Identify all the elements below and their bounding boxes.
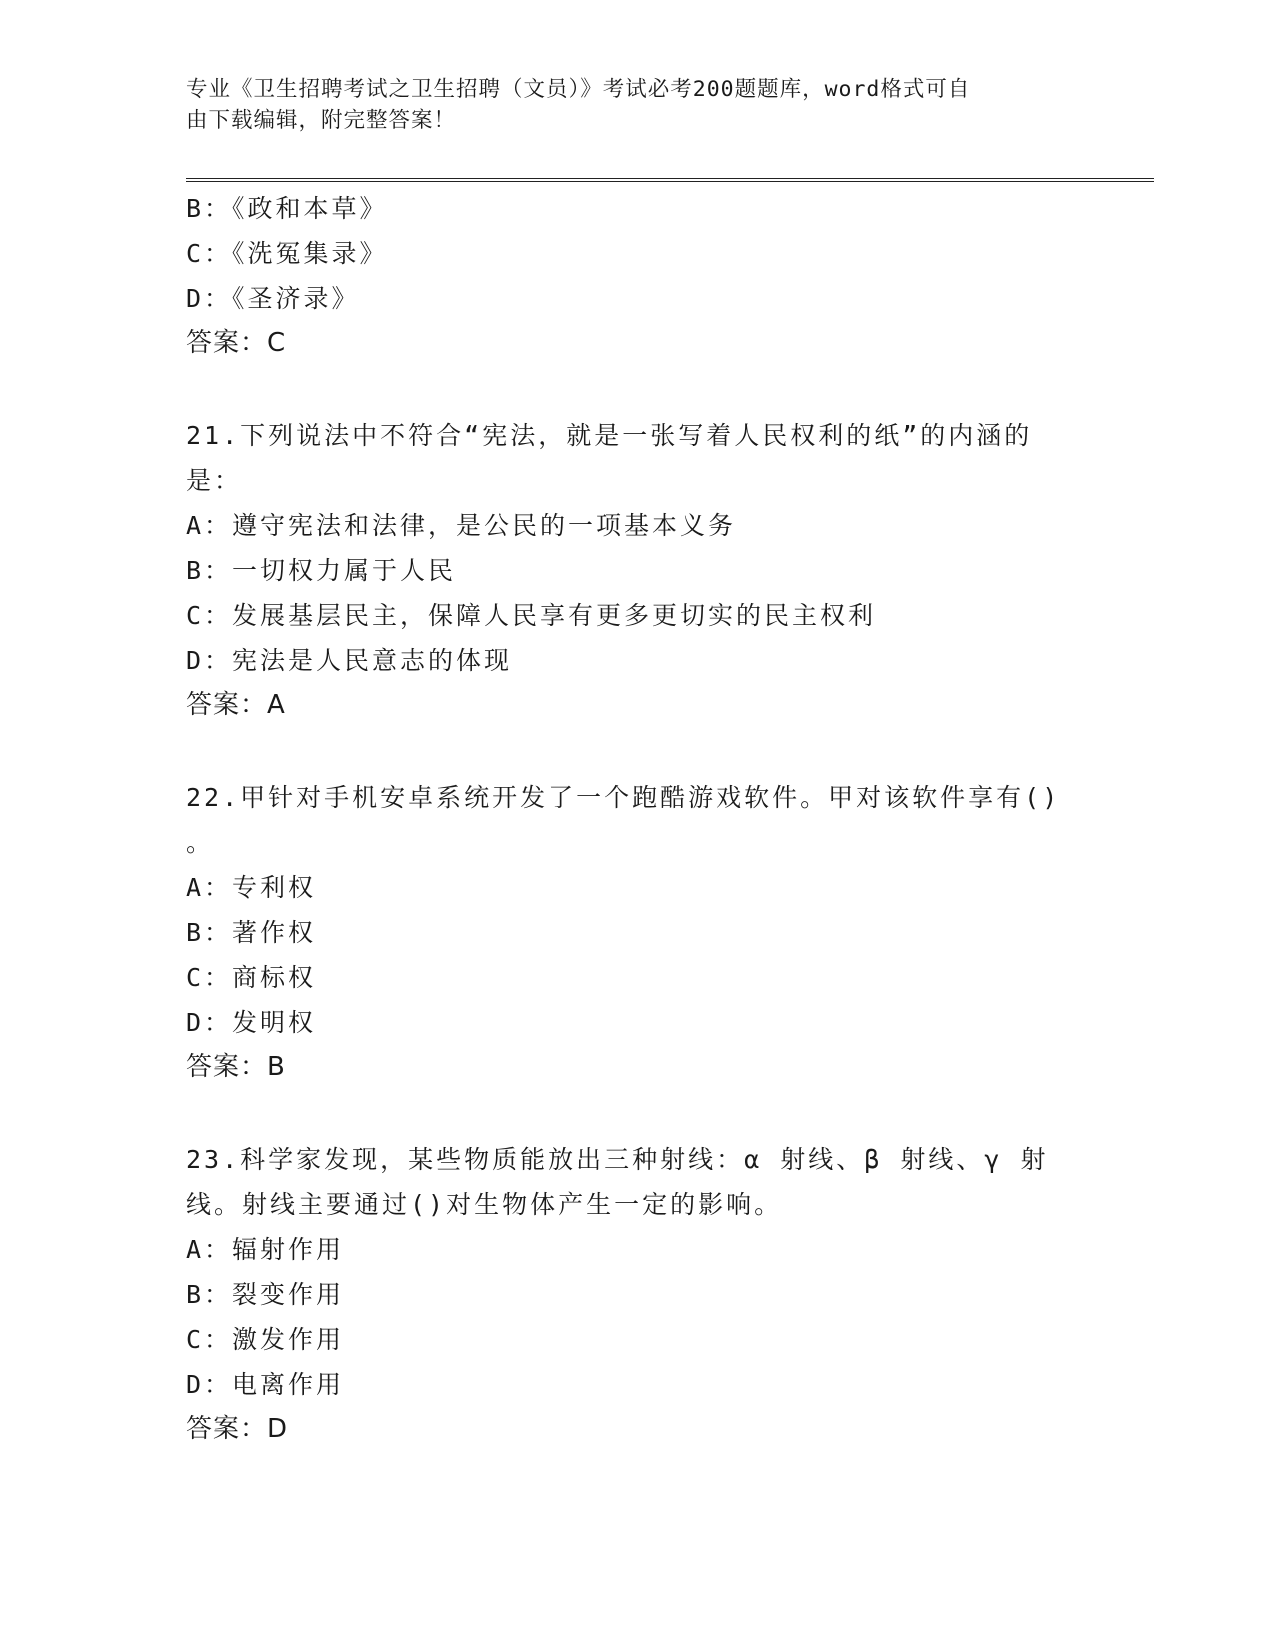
option-c: C：《洗冤集录》 <box>186 239 388 268</box>
question-20-continuation <box>186 186 1086 366</box>
question-stem <box>186 1137 1086 1227</box>
header-divider <box>186 178 1154 182</box>
question-22 <box>186 775 1086 1090</box>
option-b: B：一切权力属于人民 <box>186 556 457 585</box>
option-a: A：辐射作用 <box>186 1235 345 1264</box>
stem-line: 线。射线主要通过()对生物体产生一定的影响。 <box>186 1190 783 1219</box>
option-d: D：宪法是人民意志的体现 <box>186 646 513 675</box>
option-d: D：电离作用 <box>186 1370 345 1399</box>
answer-line: 答案：B <box>186 1052 286 1082</box>
answer-line: 答案：A <box>186 690 286 720</box>
question-23 <box>186 1137 1086 1452</box>
question-stem <box>186 413 1086 503</box>
option-c: C：商标权 <box>186 963 317 992</box>
option-b: B：《政和本草》 <box>186 194 388 223</box>
spacer <box>186 1090 1086 1137</box>
spacer <box>186 728 1086 775</box>
option-d: D：发明权 <box>186 1008 317 1037</box>
option-d: D：《圣济录》 <box>186 284 360 313</box>
spacer <box>186 366 1086 413</box>
option-c: C：发展基层民主，保障人民享有更多更切实的民主权利 <box>186 601 877 630</box>
stem-line: 21.下列说法中不符合“宪法，就是一张写着人民权利的纸”的内涵的 <box>186 421 1033 450</box>
question-stem <box>186 775 1086 865</box>
answer-line: 答案：C <box>186 328 287 358</box>
question-21 <box>186 413 1086 728</box>
option-b: B：著作权 <box>186 918 317 947</box>
document-header <box>186 74 1066 136</box>
option-a: A：遵守宪法和法律，是公民的一项基本义务 <box>186 511 737 540</box>
question-list <box>186 186 1086 1452</box>
stem-line: 。 <box>186 828 215 857</box>
header-line-1: 专业《卫生招聘考试之卫生招聘（文员）》考试必考200题题库，word格式可自 <box>186 77 971 102</box>
stem-line: 是： <box>186 466 243 495</box>
option-a: A：专利权 <box>186 873 317 902</box>
option-b: B：裂变作用 <box>186 1280 345 1309</box>
stem-line: 23.科学家发现，某些物质能放出三种射线：α 射线、β 射线、γ 射 <box>186 1145 1049 1174</box>
stem-line: 22.甲针对手机安卓系统开发了一个跑酷游戏软件。甲对该软件享有() <box>186 783 1061 812</box>
answer-line: 答案：D <box>186 1414 289 1444</box>
header-line-2: 由下载编辑，附完整答案！ <box>186 108 457 133</box>
option-c: C：激发作用 <box>186 1325 345 1354</box>
